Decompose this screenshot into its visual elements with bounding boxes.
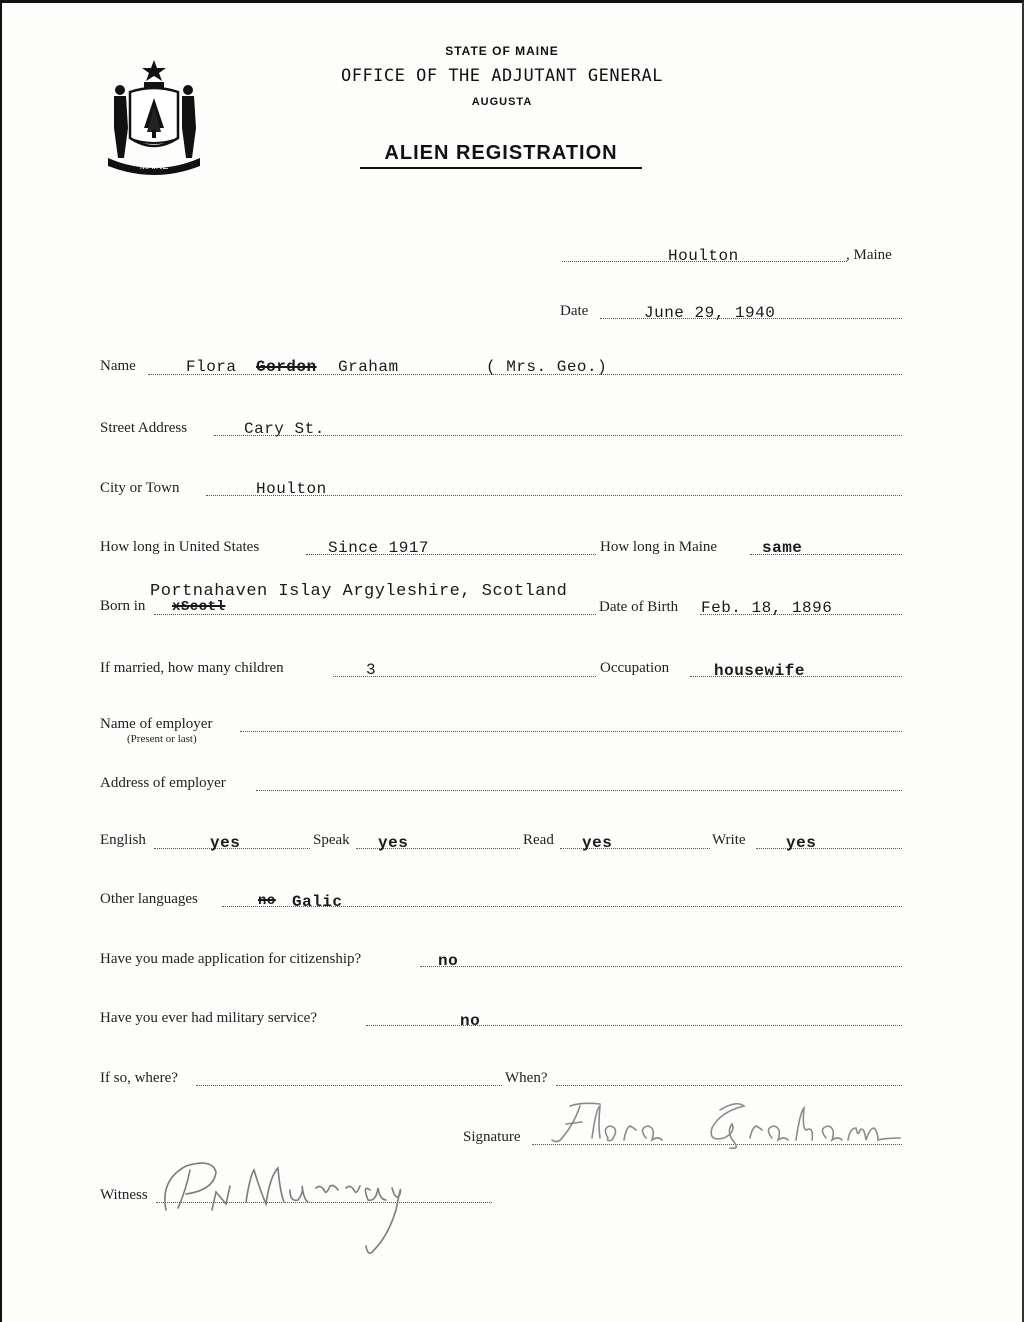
name-struck: Gordon [256, 358, 317, 376]
form-title: ALIEN REGISTRATION [360, 142, 642, 169]
citizenship-label: Have you made application for citizenship? [100, 951, 362, 967]
name-note: ( Mrs. Geo.) [486, 358, 608, 376]
signature-label: Signature [463, 1129, 521, 1145]
where-label: If so, where? [100, 1070, 178, 1086]
witness-handwriting [156, 1150, 406, 1260]
employer-line [240, 731, 902, 732]
header-city: AUGUSTA [471, 96, 533, 108]
seal-label: MAINE [139, 161, 169, 171]
other-languages-label: Other languages [100, 891, 198, 907]
maine-duration-value: same [762, 539, 803, 557]
read-label: Read [523, 832, 554, 848]
military-line [366, 1025, 902, 1026]
when-line [556, 1085, 902, 1086]
name-first: Flora [186, 358, 237, 376]
english-value: yes [210, 834, 241, 852]
born-label: Born in [100, 598, 146, 614]
occupation-label: Occupation [600, 660, 670, 676]
date-label: Date [560, 303, 589, 319]
us-duration-value: Since 1917 [328, 539, 430, 557]
birth-date-label: Date of Birth [599, 599, 679, 615]
us-duration-label: How long in United States [100, 539, 260, 555]
employer-address-line [256, 790, 902, 791]
header-state: STATE OF MAINE [445, 44, 559, 58]
city-label: City or Town [100, 480, 180, 496]
read-value: yes [582, 834, 613, 852]
other-languages-struck: no [258, 893, 276, 909]
children-value: 3 [366, 661, 377, 679]
write-label: Write [712, 832, 746, 848]
employer-label: Name of employer [100, 716, 213, 732]
bleed-through-mark [690, 1255, 693, 1269]
witness-label: Witness [100, 1187, 148, 1203]
other-languages-value: Galic [292, 893, 343, 911]
employer-sublabel: (Present or last) [127, 733, 197, 745]
occupation-value: housewife [714, 662, 805, 680]
location-value: Houlton [668, 247, 739, 265]
military-label: Have you ever had military service? [100, 1010, 317, 1026]
street-value: Cary St. [244, 420, 325, 438]
speak-label: Speak [313, 832, 350, 848]
when-label: When? [505, 1070, 548, 1086]
military-value: no [460, 1012, 481, 1030]
born-struck: xScotl [172, 599, 226, 615]
maine-duration-label: How long in Maine [600, 539, 718, 555]
english-label: English [100, 832, 146, 848]
location-suffix: , Maine [846, 247, 892, 263]
children-label: If married, how many children [100, 660, 284, 676]
birth-date-value: Feb. 18, 1896 [701, 599, 833, 617]
city-value: Houlton [256, 480, 327, 498]
name-last: Graham [338, 358, 399, 376]
where-line [196, 1085, 502, 1086]
name-label: Name [100, 358, 136, 374]
date-value: June 29, 1940 [644, 304, 776, 322]
write-line [756, 848, 902, 849]
signature-handwriting [540, 1098, 910, 1150]
born-value: Portnahaven Islay Argyleshire, Scotland [150, 582, 568, 601]
citizenship-value: no [438, 952, 459, 970]
speak-value: yes [378, 834, 409, 852]
citizenship-line [420, 966, 902, 967]
write-value: yes [786, 834, 817, 852]
header-office: OFFICE OF THE ADJUTANT GENERAL [340, 66, 664, 86]
employer-address-label: Address of employer [100, 775, 226, 791]
street-label: Street Address [100, 420, 188, 436]
